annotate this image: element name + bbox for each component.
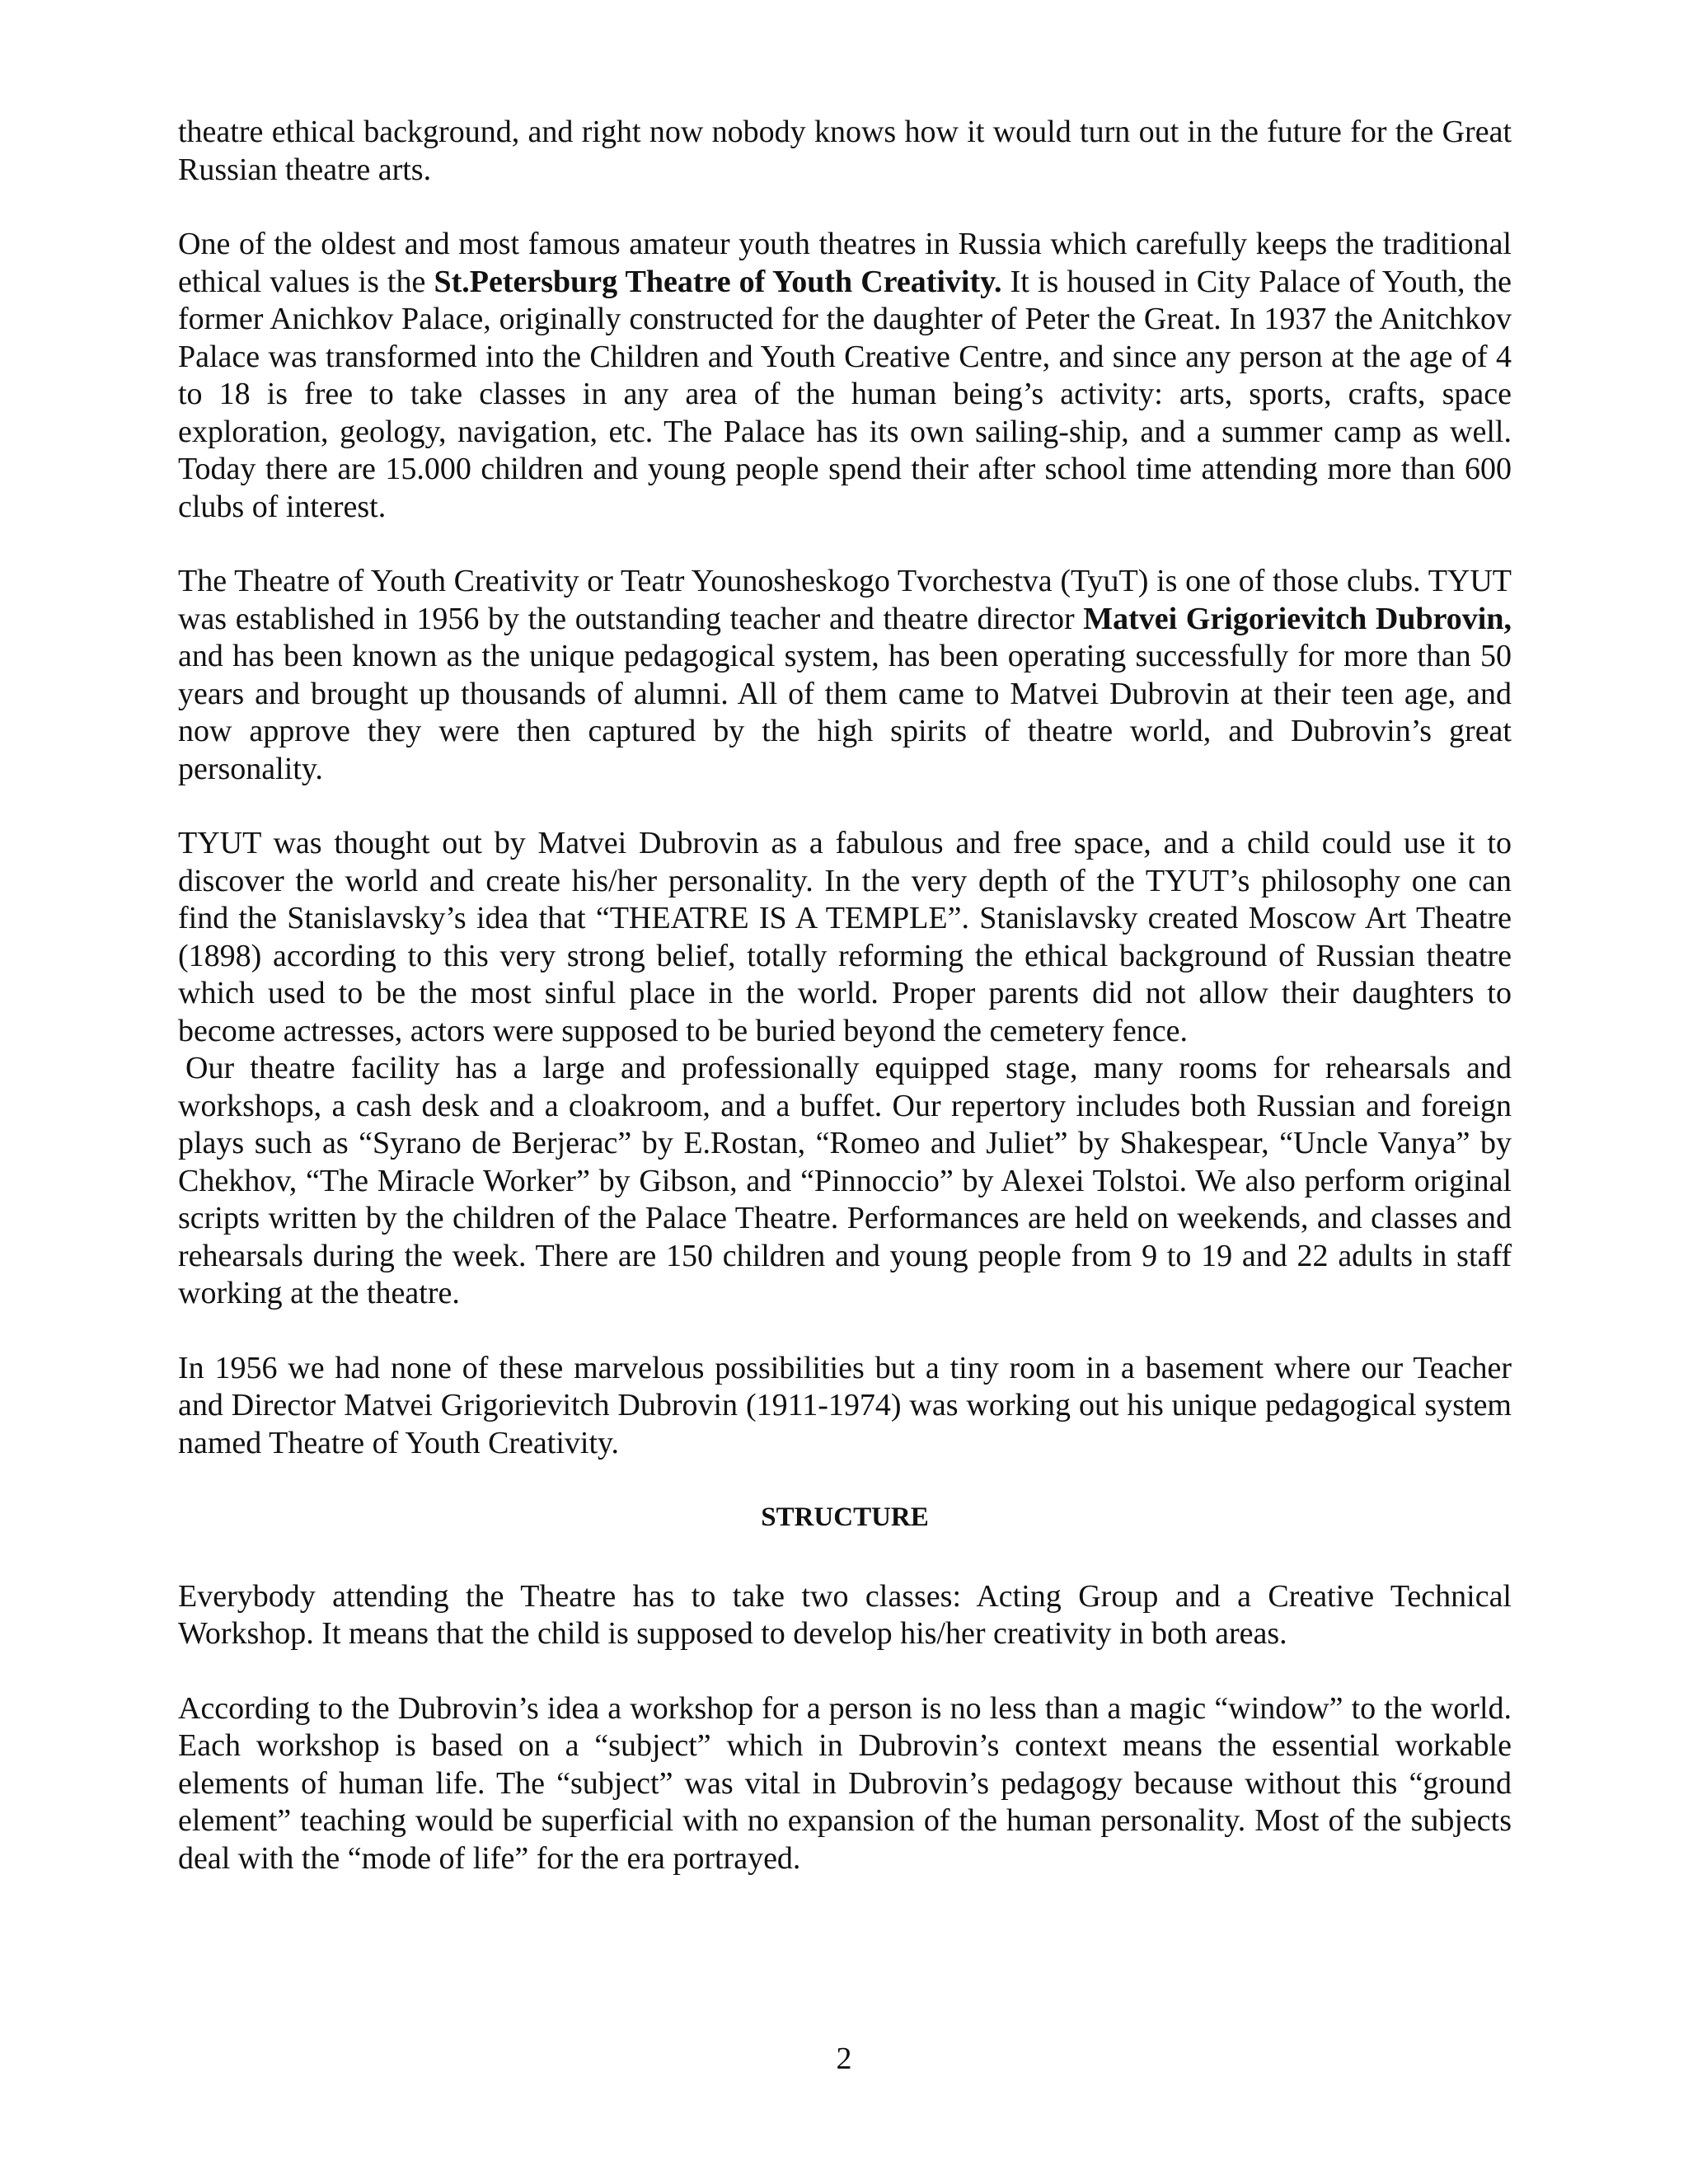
bold-theatre-name: St.Petersburg Theatre of Youth Creativity.: [434, 264, 1002, 299]
paragraph-theatre-facility: Our theatre facility has a large and professionally equipped stage, many rooms for rehearsals and workshops, a cash desk and a cloakroom, and a buffet. Our repertory includes both Russian and foreign plays such as “Syrano de Berjerac” by E.Rostan, “Romeo and Juliet” by Shakespear, “Uncle Vanya” by Chekhov, “The Miracle Worker” by Gibson, and “Pinnoccio” by Alexei Tolstoi. We also perform original scripts written by the children of the Palace Theatre. Performances are held on weekends, and classes and rehearsals during the week. There are 150 children and young people from 9 to 19 and 22 adults in staff working at the theatre.: [178, 1051, 1512, 1310]
bold-founder-name: Matvei Grigorievitch Dubrovin,: [1083, 601, 1512, 636]
paragraph-classes: Everybody attending the Theatre has to take two classes: Acting Group and a Creative Technical Workshop. It means that the child is supposed to develop his/her creativity in both areas.: [178, 1578, 1512, 1651]
document-body: [178, 114, 1512, 1915]
paragraph-workshop-subject: According to the Dubrovin’s idea a workshop for a person is no less than a magic “window” to the world. Each workshop is based on a “subject” which in Dubrovin’s context means the essential workable elements of human life. The “subject” was vital in Dubrovin’s pedagogy because without this “ground element” teaching would be superficial with no expansion of the human personality. Most of the subjects deal with the “mode of life” for the era portrayed.: [178, 1690, 1512, 1876]
paragraph-tyut-history: The Theatre of Youth Creativity or Teatr Younosheskogo Tvorchestva (TyuT) is one of those clubs. TYUT was established in 1956 by the outstanding teacher and theatre director Matvei Grigorievitch Dubrovin, and has been known as the unique pedagogical system, has been operating successfully for more than 50 years and brought up thousands of alumni. All of them came to Matvei Dubrovin at their teen age, and now approve they were then captured by the high spirits of theatre world, and Dubrovin’s great personality.: [178, 564, 1512, 786]
paragraph-intro-continuation: theatre ethical background, and right now nobody knows how it would turn out in the future for the Great Russian theatre arts.: [178, 115, 1512, 187]
paragraph-st-petersburg-theatre: One of the oldest and most famous amateur youth theatres in Russia which carefully keeps the traditional ethical values is the St.Petersburg Theatre of Youth Creativity. It is housed in City Palace of Youth, the former Anichkov Palace, originally constructed for the daughter of Peter the Great. In 1937 the Anitchkov Palace was transformed into the Children and Youth Creative Centre, and since any person at the age of 4 to 18 is free to take classes in any area of the human being’s activity: arts, sports, crafts, space exploration, geology, navigation, etc. The Palace has its own sailing-ship, and a summer camp as well. Today there are 15.000 children and young people spend their after school time attending more than 600 clubs of interest.: [178, 227, 1512, 524]
section-heading-structure: STRUCTURE: [761, 1502, 929, 1532]
paragraph-tyut-philosophy: TYUT was thought out by Matvei Dubrovin as a fabulous and free space, and a child could use it to discover the world and create his/her personality. In the very depth of the TYUT’s philosophy one can find the Stanislavsky’s idea that “THEATRE IS A TEMPLE”. Stanislavsky created Moscow Art Theatre (1898) according to this very strong belief, totally reforming the ethical background of Russian theatre which used to be the most sinful place in the world. Proper parents did not allow their daughters to become actresses, actors were supposed to be buried beyond the cemetery fence.: [178, 826, 1512, 1048]
paragraph-1956-origins: In 1956 we had none of these marvelous possibilities but a tiny room in a basement where our Teacher and Director Matvei Grigorievitch Dubrovin (1911-1974) was working out his unique pedagogical system named Theatre of Youth Creativity.: [178, 1350, 1512, 1460]
page-number: 2: [836, 2041, 852, 2076]
